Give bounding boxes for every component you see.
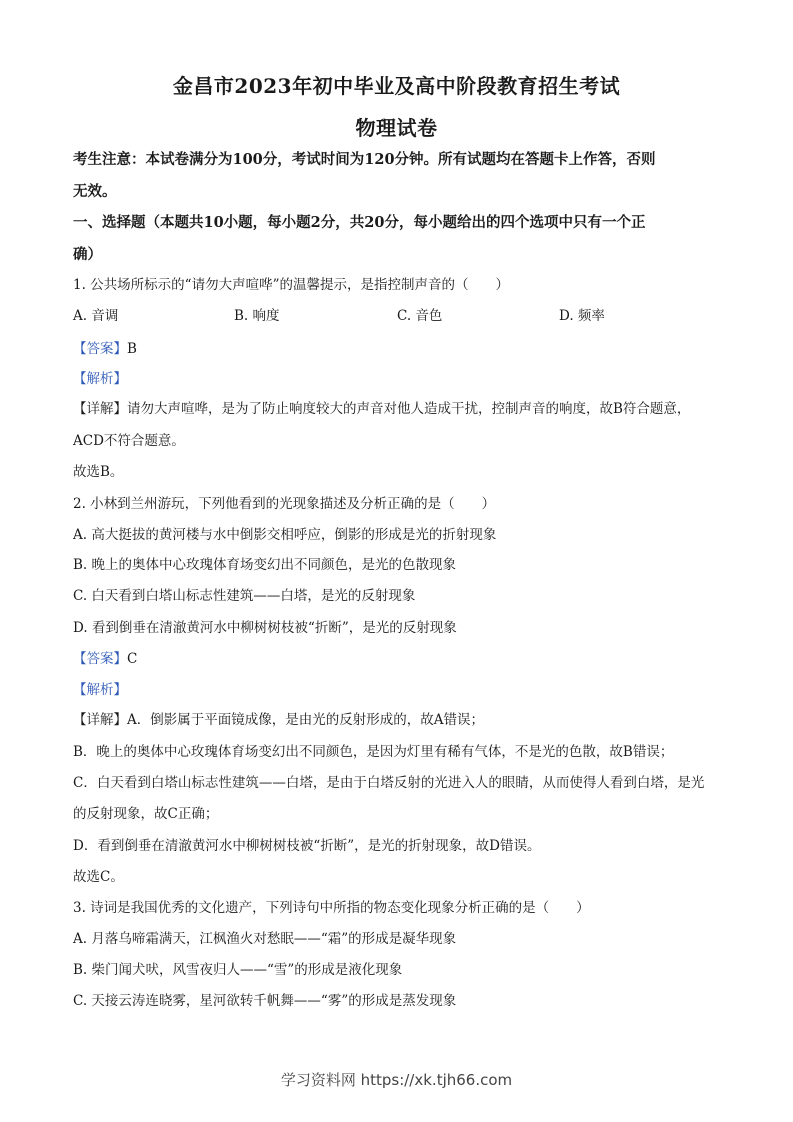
q3-stem: 3. 诗词是我国优秀的文化遗产，下列诗句中所指的物态变化现象分析正确的是（ ） xyxy=(73,900,590,916)
q3-option-c: C. 天接云涛连晓雾，星河欲转千帆舞——“雾”的形成是蒸发现象 xyxy=(73,993,457,1009)
q1-detail-line-1 xyxy=(73,399,723,419)
q1-answer-value: B xyxy=(127,341,137,357)
q3-option-a: A. 月落乌啼霜满天，江枫渔火对愁眠——“霜”的形成是凝华现象 xyxy=(73,931,457,947)
q2-option-b: B. 晚上的奥体中心玫瑰体育场变幻出不同颜色，是光的色散现象 xyxy=(73,557,457,573)
section-heading-line-1: 一、选择题（本题共10小题，每小题2分，共20分，每小题给出的四个选项中只有一个正 xyxy=(73,214,646,231)
q2-answer xyxy=(73,649,723,669)
q2-stem: 2. 小林到兰州游玩，下列他看到的光现象描述及分析正确的是（ ） xyxy=(73,496,496,512)
q1-detail-text: 请勿大声喧哗，是为了防止响度较大的声音对他人造成干扰，控制声音的响度，故B符合题意， xyxy=(127,401,691,417)
q1-answer xyxy=(73,339,723,359)
notice-line-1: 考生注意：本试卷满分为100分，考试时间为120分钟。所有试题均在答题卡上作答，否则 xyxy=(73,151,656,168)
answer-label: 【答案】 xyxy=(73,651,127,667)
q2-detail-a xyxy=(73,710,723,730)
q1-conclusion: 故选B。 xyxy=(73,464,124,480)
footer-watermark: 学习资料网 https://xk.tjh66.com xyxy=(280,1071,513,1089)
answer-label: 【答案】 xyxy=(73,341,127,357)
q2-detail-b: B．晚上的奥体中心玫瑰体育场变幻出不同颜色，是因为灯里有稀有气体，不是光的色散，故B错误； xyxy=(73,744,674,760)
q1-stem: 1. 公共场所标示的“请勿大声喧哗”的温馨提示，是指控制声音的（ ） xyxy=(73,277,509,293)
q2-detail-a-text: A．倒影属于平面镜成像，是由光的反射形成的，故A错误； xyxy=(127,712,484,728)
section-heading-line-2: 确） xyxy=(73,246,102,263)
q2-detail-c-2: 的反射现象，故C正确； xyxy=(73,806,219,822)
q1-option-c: C. 音色 xyxy=(397,308,443,324)
q1-analysis-label: 【解析】 xyxy=(73,371,127,387)
q2-answer-value: C xyxy=(127,651,138,667)
detail-label: 【详解】 xyxy=(73,401,127,417)
q3-option-b: B. 柴门闻犬吠，风雪夜归人——“雪”的形成是液化现象 xyxy=(73,962,403,978)
detail-label: 【详解】 xyxy=(73,712,127,728)
q2-option-a: A. 高大挺拔的黄河楼与水中倒影交相呼应，倒影的形成是光的折射现象 xyxy=(73,527,497,543)
exam-subtitle: 物理试卷 xyxy=(355,116,438,140)
q2-conclusion: 故选C。 xyxy=(73,869,124,885)
q1-option-d: D. 频率 xyxy=(559,308,605,324)
q2-analysis-label: 【解析】 xyxy=(73,682,127,698)
q2-detail-d: D．看到倒垂在清澈黄河水中柳树树枝被“折断”，是光的折射现象，故D错误。 xyxy=(73,838,541,854)
q2-option-c: C. 白天看到白塔山标志性建筑——白塔，是光的反射现象 xyxy=(73,588,416,604)
q1-option-b: B. 响度 xyxy=(234,308,280,324)
q2-option-d: D. 看到倒垂在清澈黄河水中柳树树枝被“折断”，是光的反射现象 xyxy=(73,620,457,636)
notice-line-2: 无效。 xyxy=(73,183,117,200)
q1-option-a: A. 音调 xyxy=(73,308,119,324)
exam-title: 金昌市2023年初中毕业及高中阶段教育招生考试 xyxy=(172,74,621,98)
q1-detail-line-2: ACD不符合题意。 xyxy=(73,433,185,449)
q2-detail-c-1: C．白天看到白塔山标志性建筑——白塔，是由于白塔反射的光进入人的眼睛，从而使得人看到白塔，是光 xyxy=(73,775,705,791)
